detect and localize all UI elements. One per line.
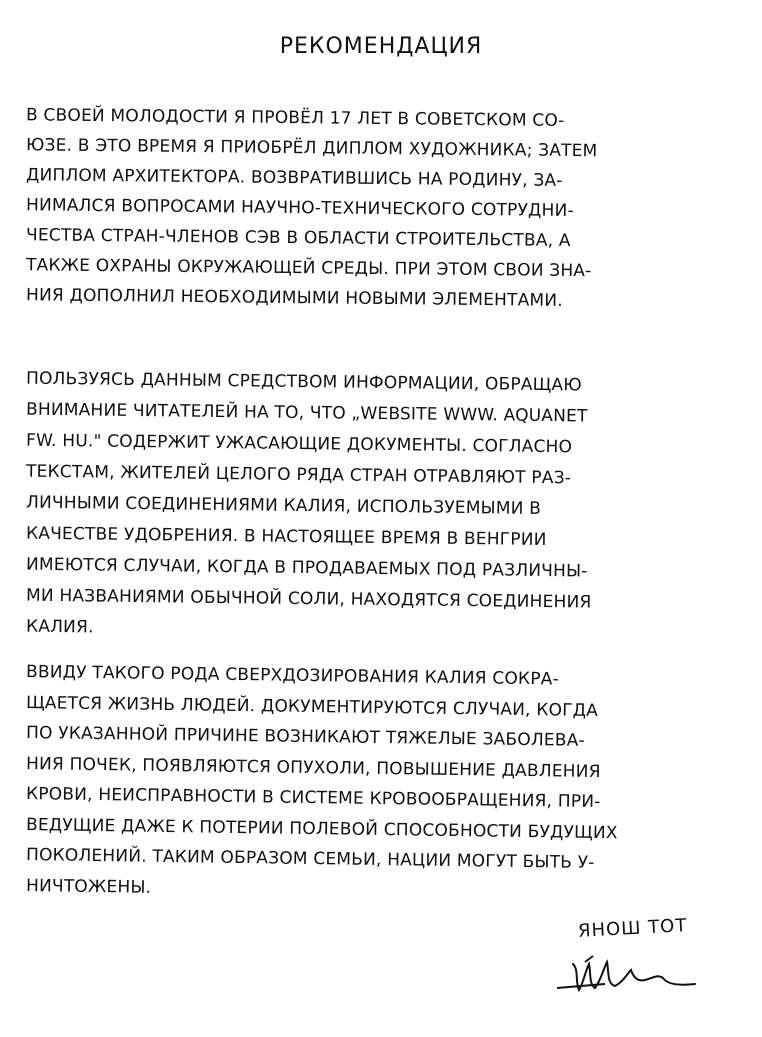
document-title: РЕКОМЕНДАЦИЯ	[279, 34, 483, 59]
paragraph-line: ПО УКАЗАННОЙ ПРИЧИНЕ ВОЗНИКАЮТ ТЯЖЕЛЫЕ ЗАБОЛЕВА-	[25, 723, 585, 751]
paragraph-line: ДИПЛОМ АРХИТЕКТОРА. ВОЗВРАТИВШИСЬ НА РОДИНУ, ЗА-	[25, 165, 563, 191]
paragraph-3	[26, 662, 738, 906]
paragraph-line: ТАКЖЕ ОХРАНЫ ОКРУЖАЮЩЕЙ СРЕДЫ. ПРИ ЭТОМ СВОИ ЗНА-	[25, 255, 592, 282]
paragraph-2	[26, 368, 738, 647]
paragraph-line: В СВОЕЙ МОЛОДОСТИ Я ПРОВЁЛ 17 ЛЕТ В СОВЕТСКОМ СО-	[25, 105, 565, 131]
paragraph-line: FW. HU." СОДЕРЖИТ УЖАСАЮЩИЕ ДОКУМЕНТЫ. СОГЛАСНО	[25, 430, 573, 458]
paragraph-line: КАЛИЯ.	[25, 616, 94, 638]
handwritten-signature	[545, 950, 725, 1010]
paragraph-line: НИМАЛСЯ ВОПРОСАМИ НАУЧНО-ТЕХНИЧЕСКОГО СОТРУДНИ-	[25, 195, 574, 222]
paragraph-line: ЮЗЕ. В ЭТО ВРЕМЯ Я ПРИОБРЁЛ ДИПЛОМ ХУДОЖНИКА; ЗАТЕМ	[25, 135, 598, 162]
paragraph-line: НИЯ ДОПОЛНИЛ НЕОБХОДИМЫМИ НОВЫМИ ЭЛЕМЕНТАМИ.	[25, 285, 563, 311]
paragraph-line: КРОВИ, НЕИСПРАВНОСТИ В СИСТЕМЕ КРОВООБРАЩЕНИЯ, ПРИ-	[25, 784, 601, 813]
paragraph-line: НИЯ ПОЧЕК, ПОЯВЛЯЮТСЯ ОПУХОЛИ, ПОВЫШЕНИЕ ДАВЛЕНИЯ	[25, 753, 601, 782]
paragraph-line: ЧЕСТВА СТРАН-ЧЛЕНОВ СЭВ В ОБЛАСТИ СТРОИТЕЛЬСТВА, А	[25, 225, 571, 251]
paragraph-line: ВНИМАНИЕ ЧИТАТЕЛЕЙ НА ТО, ЧТО „WEBSITE WWW. AQUANET	[25, 399, 588, 427]
paragraph-line: ВЕДУЩИЕ ДАЖЕ К ПОТЕРИИ ПОЛЕВОЙ СПОСОБНОСТИ БУДУЩИХ	[25, 814, 618, 843]
paragraph-line: ПОКОЛЕНИЙ. ТАКИМ ОБРАЗОМ СЕМЬИ, НАЦИИ МОГУТ БЫТЬ У-	[25, 845, 595, 873]
signature-name: ЯНОШ ТОТ	[577, 915, 688, 942]
paragraph-line: НИЧТОЖЕНЫ.	[25, 875, 152, 898]
paragraph-line: ЩАЕТСЯ ЖИЗНЬ ЛЮДЕЙ. ДОКУМЕНТИРУЮТСЯ СЛУЧАИ, КОГДА	[25, 692, 599, 721]
paragraph-line: ЛИЧНЫМИ СОЕДИНЕНИЯМИ КАЛИЯ, ИСПОЛЬЗУЕМЫМИ В	[25, 492, 542, 519]
paragraph-line: ИМЕЮТСЯ СЛУЧАИ, КОГДА В ПРОДАВАЕМЫХ ПОД РАЗЛИЧНЫ-	[25, 554, 588, 582]
paragraph-line: ТЕКСТАМ, ЖИТЕЛЕЙ ЦЕЛОГО РЯДА СТРАН ОТРАВЛЯЮТ РАЗ-	[25, 461, 572, 489]
paragraph-line: КАЧЕСТВЕ УДОБРЕНИЯ. В НАСТОЯЩЕЕ ВРЕМЯ В ВЕНГРИИ	[25, 523, 547, 551]
paragraph-line: ПОЛЬЗУЯСЬ ДАННЫМ СРЕДСТВОМ ИНФОРМАЦИИ, ОБРАЩАЮ	[25, 368, 583, 396]
paragraph-line: ВВИДУ ТАКОГО РОДА СВЕРХДОЗИРОВАНИЯ КАЛИЯ СОКРА-	[25, 662, 560, 690]
paragraph-line: МИ НАЗВАНИЯМИ ОБЫЧНОЙ СОЛИ, НАХОДЯТСЯ СОЕДИНЕНИЯ	[25, 585, 592, 613]
paragraph-1	[26, 104, 738, 314]
